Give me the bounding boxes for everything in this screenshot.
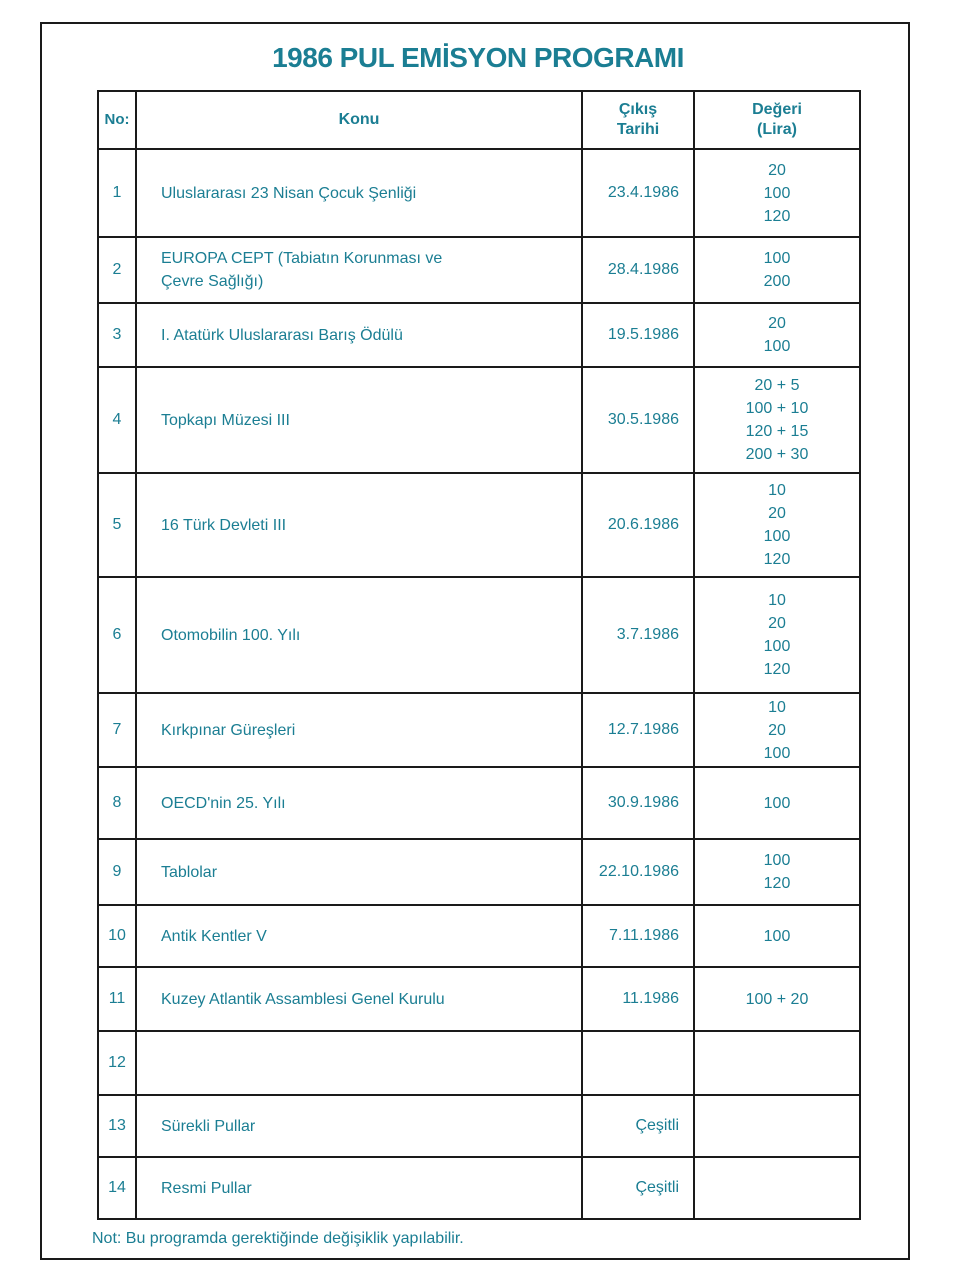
deger-value: 100 xyxy=(763,250,791,267)
table-row xyxy=(98,1031,860,1095)
row-number: 13 xyxy=(98,1095,136,1157)
deger-value: 100 + 20 xyxy=(745,990,809,1008)
row-degeri xyxy=(694,237,860,303)
row-konu xyxy=(136,767,582,839)
row-degeri xyxy=(694,303,860,367)
row-konu xyxy=(136,473,582,577)
row-cikis-tarihi: 30.5.1986 xyxy=(582,367,694,473)
row-konu xyxy=(136,577,582,693)
deger-value: 10 xyxy=(768,482,786,499)
row-degeri xyxy=(694,1095,860,1157)
deger-value: 20 xyxy=(768,505,786,522)
deger-value: 100 + 10 xyxy=(745,400,809,417)
row-konu xyxy=(136,1095,582,1157)
row-konu xyxy=(136,237,582,303)
row-number: 2 xyxy=(98,237,136,303)
row-degeri xyxy=(694,693,860,767)
table-row xyxy=(98,1157,860,1219)
row-degeri xyxy=(694,149,860,237)
table-row xyxy=(98,905,860,967)
row-degeri xyxy=(694,473,860,577)
row-konu xyxy=(136,905,582,967)
row-number: 5 xyxy=(98,473,136,577)
konu-line: I. Atatürk Uluslararası Barış Ödülü xyxy=(161,326,403,344)
row-degeri xyxy=(694,967,860,1031)
row-konu xyxy=(136,149,582,237)
deger-value: 20 xyxy=(768,615,786,632)
deger-value: 100 xyxy=(763,638,791,655)
row-konu xyxy=(136,367,582,473)
row-cikis-tarihi: 3.7.1986 xyxy=(582,577,694,693)
header-row xyxy=(98,91,860,149)
table-row xyxy=(98,473,860,577)
konu-line: Resmi Pullar xyxy=(161,1179,252,1197)
row-cikis-tarihi: 19.5.1986 xyxy=(582,303,694,367)
deger-value: 100 xyxy=(763,794,791,812)
row-degeri xyxy=(694,1157,860,1219)
deger-value: 120 xyxy=(763,661,791,678)
row-konu xyxy=(136,1031,582,1095)
row-konu xyxy=(136,303,582,367)
row-cikis-tarihi xyxy=(582,1031,694,1095)
table-row xyxy=(98,1095,860,1157)
row-degeri xyxy=(694,577,860,693)
table-row xyxy=(98,303,860,367)
deger-value: 20 xyxy=(768,161,786,179)
row-degeri xyxy=(694,905,860,967)
row-konu xyxy=(136,967,582,1031)
row-degeri xyxy=(694,367,860,473)
table-row xyxy=(98,767,860,839)
deger-value: 120 + 15 xyxy=(745,423,809,440)
konu-line: Kırkpınar Güreşleri xyxy=(161,721,296,739)
row-cikis-tarihi: 11.1986 xyxy=(582,967,694,1031)
konu-line: 16 Türk Devleti III xyxy=(161,516,287,534)
deger-value: 100 xyxy=(763,852,791,869)
row-degeri xyxy=(694,1031,860,1095)
konu-line: EUROPA CEPT (Tabiatın Korunması ve xyxy=(161,250,443,267)
table-row xyxy=(98,693,860,767)
deger-value: 10 xyxy=(768,592,786,609)
deger-value: 20 + 5 xyxy=(754,377,800,394)
row-number: 11 xyxy=(98,967,136,1031)
deger-value: 100 xyxy=(763,184,791,202)
header-cikis-tarihi xyxy=(582,91,694,149)
row-degeri xyxy=(694,839,860,905)
deger-value: 20 xyxy=(768,721,786,739)
konu-line: Otomobilin 100. Yılı xyxy=(161,626,301,644)
row-cikis-tarihi: 23.4.1986 xyxy=(582,149,694,237)
footer-note: Not: Bu programda gerektiğinde değişiklik yapılabilir. xyxy=(92,1230,464,1247)
header-konu: Konu xyxy=(136,91,582,149)
konu-line: Sürekli Pullar xyxy=(161,1117,256,1135)
row-konu xyxy=(136,693,582,767)
row-number: 1 xyxy=(98,149,136,237)
row-number: 12 xyxy=(98,1031,136,1095)
row-number: 4 xyxy=(98,367,136,473)
table-row xyxy=(98,839,860,905)
row-cikis-tarihi: 12.7.1986 xyxy=(582,693,694,767)
header-degeri-line1: Değeri xyxy=(752,101,802,118)
deger-value: 120 xyxy=(763,875,791,892)
table-row xyxy=(98,149,860,237)
header-degeri xyxy=(694,91,860,149)
row-cikis-tarihi: Çeşitli xyxy=(582,1157,694,1219)
emission-table xyxy=(97,90,861,1220)
row-number: 14 xyxy=(98,1157,136,1219)
row-konu xyxy=(136,839,582,905)
row-number: 7 xyxy=(98,693,136,767)
header-degeri-line2: (Lira) xyxy=(757,121,797,138)
row-degeri xyxy=(694,767,860,839)
row-cikis-tarihi: 30.9.1986 xyxy=(582,767,694,839)
konu-line: Çevre Sağlığı) xyxy=(161,273,264,290)
row-cikis-tarihi: 7.11.1986 xyxy=(582,905,694,967)
header-cikis-line1: Çıkış xyxy=(618,101,658,118)
deger-value: 100 xyxy=(763,528,791,545)
konu-line: Antik Kentler V xyxy=(161,927,267,945)
deger-value: 100 xyxy=(763,338,791,355)
deger-value: 120 xyxy=(763,207,791,225)
deger-value: 200 xyxy=(763,273,791,290)
table-body xyxy=(98,149,860,1219)
konu-line: Tablolar xyxy=(161,863,218,881)
deger-value: 100 xyxy=(763,744,791,762)
deger-value: 10 xyxy=(768,698,786,716)
row-cikis-tarihi: 28.4.1986 xyxy=(582,237,694,303)
row-number: 8 xyxy=(98,767,136,839)
deger-value: 20 xyxy=(768,315,786,332)
konu-line: Uluslararası 23 Nisan Çocuk Şenliği xyxy=(161,184,417,202)
row-number: 6 xyxy=(98,577,136,693)
row-number: 10 xyxy=(98,905,136,967)
konu-line: OECD'nin 25. Yılı xyxy=(161,794,286,812)
konu-line: Topkapı Müzesi III xyxy=(161,411,290,429)
row-number: 3 xyxy=(98,303,136,367)
table-row xyxy=(98,367,860,473)
table-row xyxy=(98,577,860,693)
table-row xyxy=(98,967,860,1031)
row-cikis-tarihi: Çeşitli xyxy=(582,1095,694,1157)
deger-value: 120 xyxy=(763,551,791,568)
page-title: 1986 PUL EMİSYON PROGRAMI xyxy=(272,42,684,73)
row-cikis-tarihi: 22.10.1986 xyxy=(582,839,694,905)
table-row xyxy=(98,237,860,303)
row-number: 9 xyxy=(98,839,136,905)
row-cikis-tarihi: 20.6.1986 xyxy=(582,473,694,577)
row-konu xyxy=(136,1157,582,1219)
header-no: No: xyxy=(98,91,136,149)
konu-line: Kuzey Atlantik Assamblesi Genel Kurulu xyxy=(161,990,445,1008)
header-cikis-line2: Tarihi xyxy=(616,121,660,138)
deger-value: 100 xyxy=(763,927,791,945)
deger-value: 200 + 30 xyxy=(745,446,809,463)
